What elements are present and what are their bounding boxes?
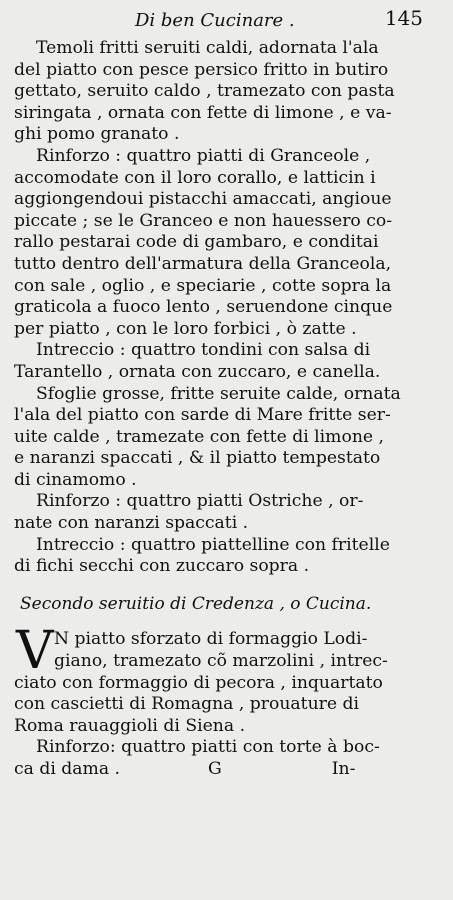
page-header xyxy=(135,6,423,40)
text-line: di cinamomo . xyxy=(14,469,137,490)
paragraph-sfoglie xyxy=(14,384,440,492)
paragraph-intreccio-fritelle xyxy=(14,535,440,578)
last-text-line: ca di dama . xyxy=(14,759,121,779)
page-footer-line xyxy=(14,759,440,781)
text-line: accomodate con il loro corallo, e latticin i xyxy=(14,167,376,188)
text-line: per piatto , con le loro forbici , ò zatte . xyxy=(14,318,357,339)
text-line: piccate ; se le Granceo e non hauessero co- xyxy=(14,210,393,231)
paragraph-rinforzo-torte xyxy=(14,737,440,759)
text-line: Intreccio : quattro piattelline con fritelle xyxy=(36,534,390,555)
text-line: Tarantello , ornata con zuccaro, e canella. xyxy=(14,361,381,382)
text-line: siringata , ornata con fette di limone , e va- xyxy=(14,102,392,123)
signature-mark: G xyxy=(208,759,222,779)
paragraph-dropcap xyxy=(14,621,440,737)
text-line: Temoli fritti seruiti caldi, adornata l'ala xyxy=(36,38,379,58)
text-line: Roma rauaggioli di Siena . xyxy=(14,715,246,736)
catchword: In- xyxy=(331,759,356,779)
paragraph-rinforzo-ostriche xyxy=(14,491,440,534)
text-line: aggiongendoui pistacchi amaccati, angioue xyxy=(14,189,392,210)
text-line: del piatto con pesce persico fritto in butiro xyxy=(14,59,389,80)
text-line: tutto dentro dell'armatura della Granceola, xyxy=(14,253,392,274)
text-line: l'ala del piatto con sarde di Mare fritte ser- xyxy=(14,405,391,426)
text-line: uite calde , tramezate con fette di limone , xyxy=(14,426,384,447)
text-line: ciato con formaggio di pecora , inquartato xyxy=(14,672,383,693)
text-line: giano, tramezato cõ marzolini , intrec- xyxy=(54,651,388,672)
text-line: gettato, seruito caldo , tramezato con pasta xyxy=(14,81,395,102)
text-line: e naranzi spaccati , & il piatto tempestato xyxy=(14,448,381,469)
text-line: Rinforzo : quattro piatti Ostriche , or- xyxy=(36,491,364,512)
section-title: Secondo seruitio di Credenza , o Cucina. xyxy=(20,593,372,614)
text-line: Intreccio : quattro tondini con salsa di xyxy=(36,340,371,361)
page-number: 145 xyxy=(384,6,423,30)
text-line: Rinforzo : quattro piatti di Granceole , xyxy=(36,145,371,166)
text-line: con sale , oglio , e speciarie , cotte sopra la xyxy=(14,275,392,296)
text-line: di fichi secchi con zuccaro sopra . xyxy=(14,556,310,577)
paragraph-temoli xyxy=(14,38,440,146)
text-line: rallo pestarai code di gambaro, e conditai xyxy=(14,232,379,253)
text-line: graticola a fuoco lento , seruendone cinque xyxy=(14,297,393,318)
paragraph-intreccio-tondini xyxy=(14,340,440,383)
body-text xyxy=(14,38,440,781)
drop-cap-initial: V xyxy=(16,621,54,682)
paragraph-rinforzo-granceole xyxy=(14,146,440,340)
text-line: Sfoglie grosse, fritte seruite calde, ornata xyxy=(36,383,401,404)
text-line: nate con naranzi spaccati . xyxy=(14,513,249,534)
text-line: Rinforzo: quattro piatti con torte à boc- xyxy=(36,737,380,758)
running-head: Di ben Cucinare . xyxy=(135,10,295,31)
text-line: N piatto sforzato di formaggio Lodi- xyxy=(54,629,368,650)
text-line: ghi pomo granato . xyxy=(14,124,180,145)
text-line: con cascietti di Romagna , prouature di xyxy=(14,694,359,715)
